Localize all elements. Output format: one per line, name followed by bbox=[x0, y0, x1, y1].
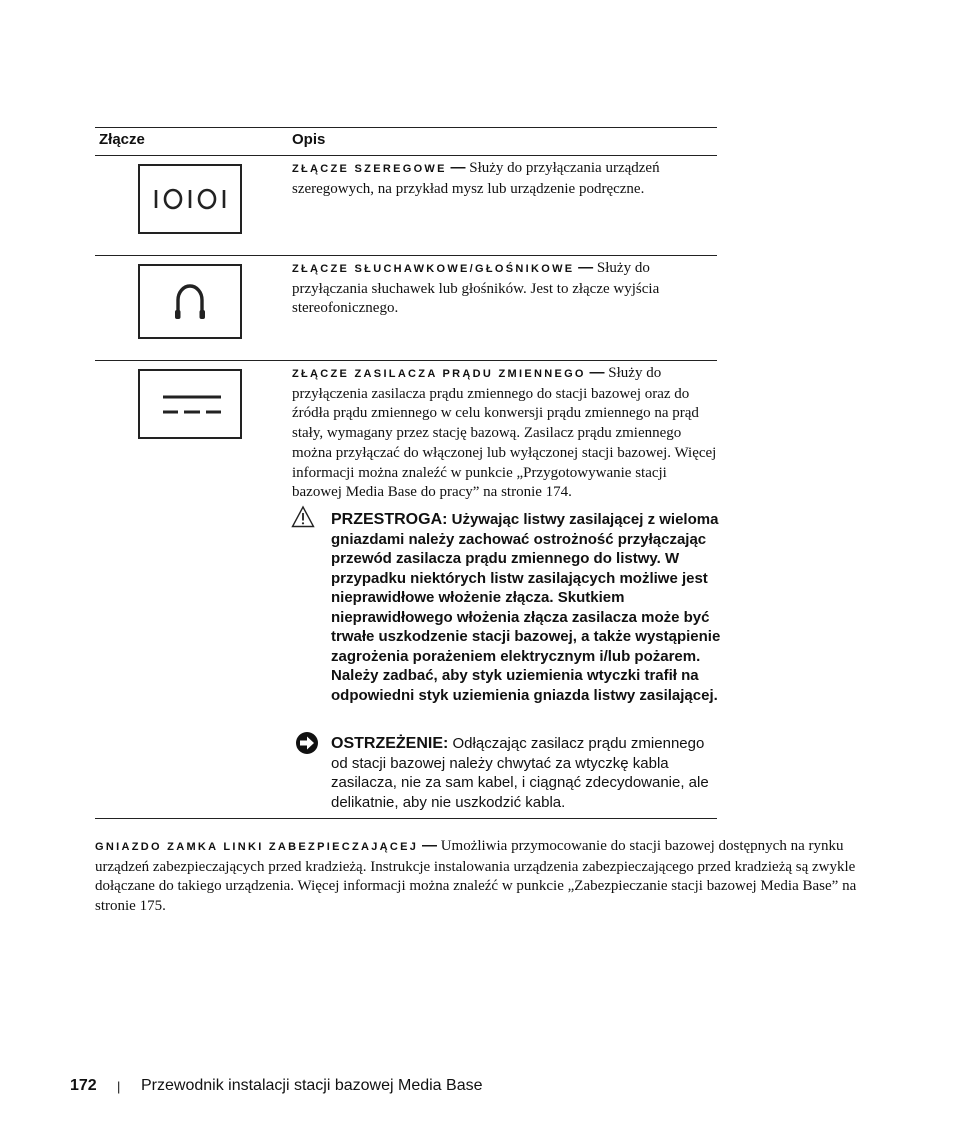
column-header-connector: Złącze bbox=[99, 131, 145, 148]
serial-title: ZŁĄCZE SZEREGOWE bbox=[292, 163, 447, 175]
caution-text: Używając listwy zasilającej z wieloma gniazdami należy zachować ostrożność przyłączając przewód zasilacza prądu zmiennego do listwy. W przypadku niektórych listw zasilających możliwe jest nieprawidłowe włożenie złącza. Skutkiem nieprawidłowego włożenia złącza zasilacza może być trwałe uszkodzenie stacji bazowej, a także wystąpienie zagrożenia porażeniem elektrycznym i/lub pożarem. Należy zadbać, aby styk uziemienia wtyczki trafił na odpowiedni styk uziemienia gniazda listwy zasilającej. bbox=[331, 511, 721, 704]
security-slot-paragraph bbox=[95, 836, 860, 917]
row-rule-2 bbox=[95, 360, 717, 361]
footer-title: Przewodnik instalacji stacji bazowej Media Base bbox=[141, 1077, 483, 1094]
notice-arrow-icon bbox=[295, 731, 319, 755]
power-text: Służy do przyłączenia zasilacza prądu zmiennego do stacji bazowej oraz do źródła prądu zmiennego w celu konwersji prądu zmiennego na prąd stały, wymagany przez stację bazową. Zasilacz prądu zmiennego można przyłączać do włączonej lub wyłączonej stacji bazowej. Więcej informacji można znaleźć w punkcie „Przygotowywanie stacji bazowej Media Base do pracy” na stronie 174. bbox=[292, 365, 717, 501]
serial-description bbox=[292, 158, 717, 199]
security-slot-dash: — bbox=[421, 837, 437, 854]
notice-label: OSTRZEŻENIE: bbox=[331, 735, 449, 752]
headphone-glyph bbox=[140, 266, 240, 337]
table-bottom-rule bbox=[95, 818, 717, 819]
security-slot-title: GNIAZDO ZAMKA LINKI ZABEZPIECZAJĄCEJ bbox=[95, 841, 419, 853]
warning-triangle-icon bbox=[291, 505, 315, 529]
power-title: ZŁĄCZE ZASILACZA PRĄDU ZMIENNEGO bbox=[292, 368, 586, 380]
serial-text: Służy do przyłączania urządzeń szeregowych, na przykład mysz lub urządzenie podręczne. bbox=[292, 160, 660, 197]
notice-text: Odłączając zasilacz prądu zmiennego od stacji bazowej należy chwytać za wtyczkę kabla zasilacza, nie za sam kabel, i ciągnąć zdecydowanie, ale delikatnie, aby nie uszkodzić kabla. bbox=[331, 735, 709, 811]
serial-port-glyph bbox=[140, 166, 240, 232]
header-rule bbox=[95, 155, 717, 156]
dc-power-icon bbox=[138, 369, 242, 439]
page-number: 172 bbox=[70, 1077, 97, 1094]
caution-body bbox=[331, 510, 721, 705]
security-slot-text: Umożliwia przymocowanie do stacji bazowej dostępnych na rynku urządzeń zabezpieczających przed kradzieżą. Instrukcje instalowania urządzenia zabezpieczającego przed kradzieżą są zwykle dołączane do takiego urządzenia. Więcej informacji można znaleźć w punkcie „Zabezpieczanie stacji bazowej Media Base” na stronie 175. bbox=[95, 838, 857, 915]
row-rule-1 bbox=[95, 255, 717, 256]
dc-power-glyph bbox=[140, 371, 240, 437]
power-description bbox=[292, 363, 717, 503]
serial-dash: — bbox=[450, 159, 466, 176]
caution-label: PRZESTROGA: bbox=[331, 511, 448, 528]
table-top-rule bbox=[95, 127, 717, 128]
headphone-text: Służy do przyłączania słuchawek lub głośników. Jest to złącze wyjścia stereofonicznego. bbox=[292, 260, 660, 317]
headphone-icon bbox=[138, 264, 242, 339]
headphone-description bbox=[292, 258, 717, 319]
footer-separator: | bbox=[117, 1079, 121, 1094]
column-header-description: Opis bbox=[292, 131, 326, 148]
notice-body bbox=[331, 734, 721, 812]
serial-port-icon bbox=[138, 164, 242, 234]
headphone-dash: — bbox=[578, 259, 594, 276]
power-dash: — bbox=[589, 364, 605, 381]
headphone-title: ZŁĄCZE SŁUCHAWKOWE/GŁOŚNIKOWE bbox=[292, 263, 575, 275]
